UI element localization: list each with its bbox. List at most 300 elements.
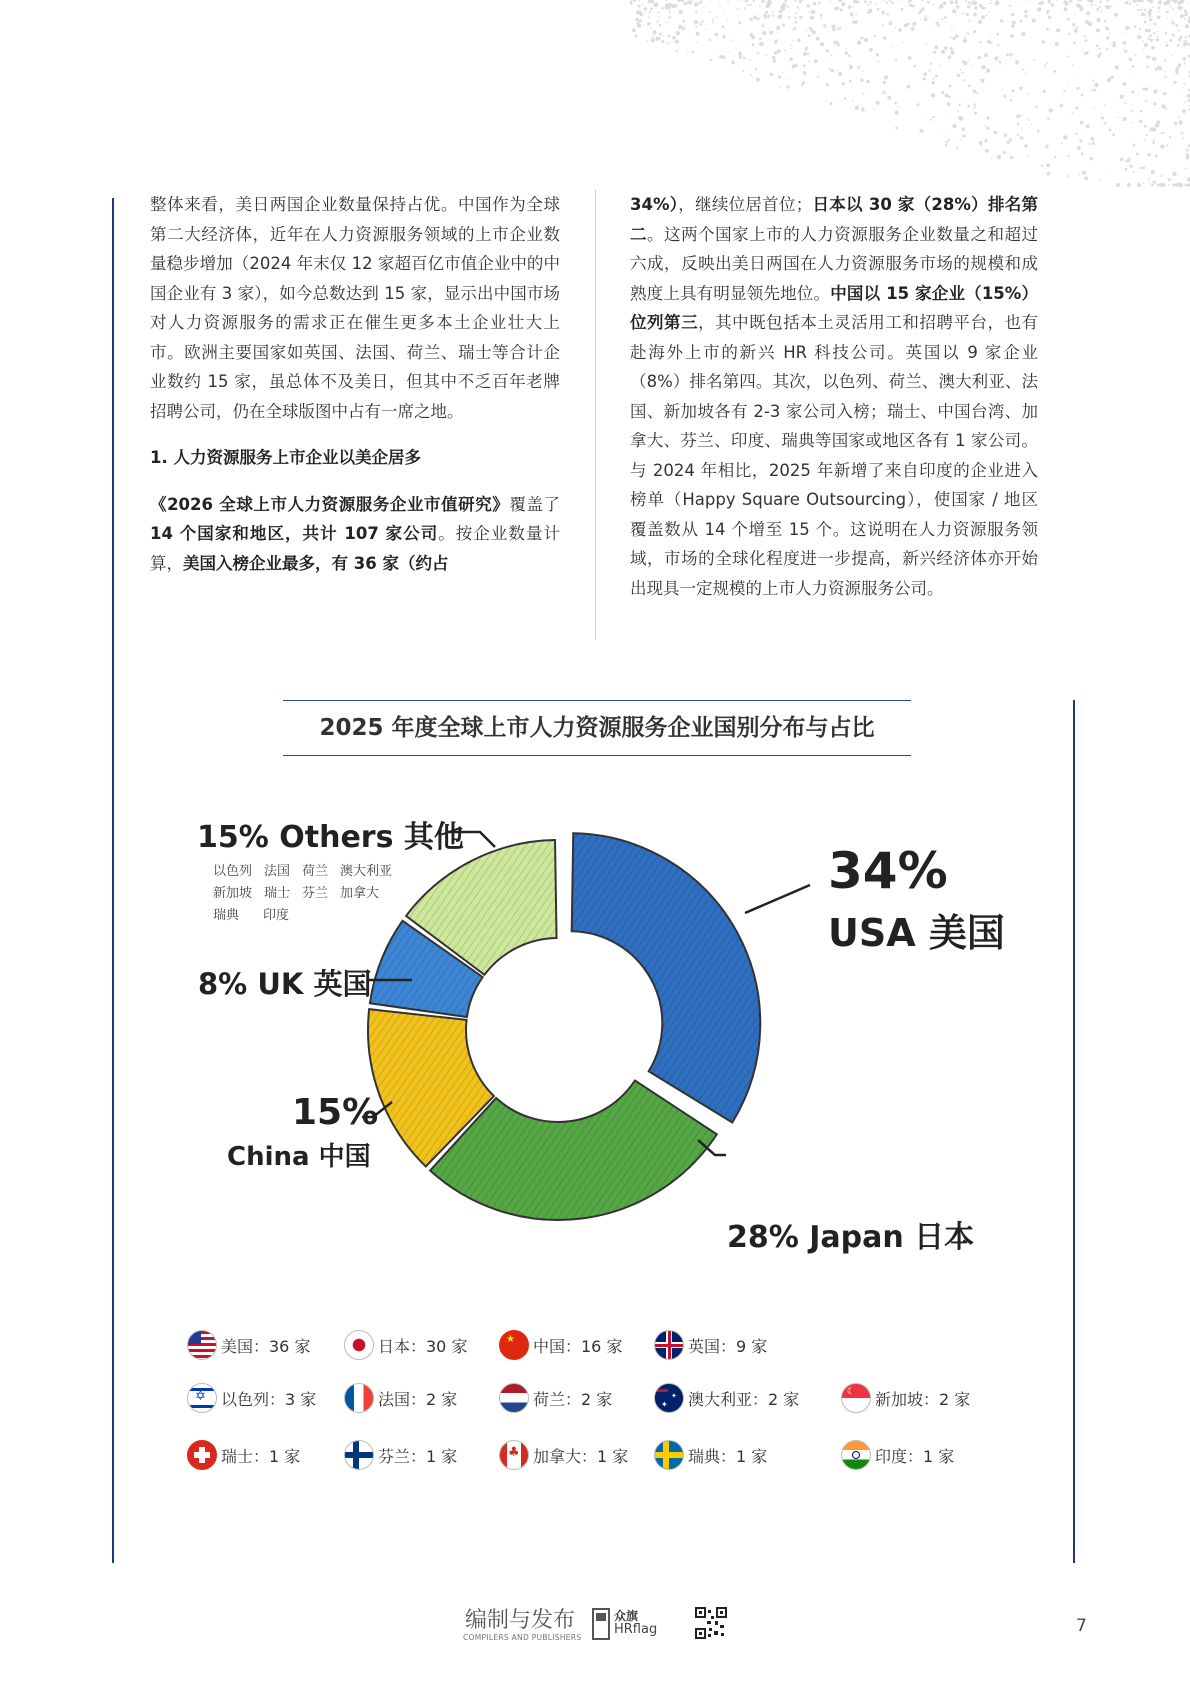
speckle-dot: [852, 6, 854, 8]
speckle-dot: [981, 15, 985, 19]
speckle-dot: [719, 55, 722, 58]
speckle-dot: [743, 57, 746, 60]
speckle-dot: [1151, 46, 1155, 50]
speckle-dot: [986, 117, 989, 120]
speckle-dot: [1172, 8, 1174, 10]
speckle-dot: [709, 11, 711, 13]
speckle-dot: [1166, 17, 1168, 19]
speckle-dot: [709, 39, 711, 41]
legend-item-nl: [499, 1383, 612, 1413]
text-span: 。这两个国家上市的人力资源服务企业数量之和超过六成，反映出美日两国在人力资源服务市场的规模和成熟度上具有明显领先地位。: [630, 224, 1039, 303]
speckle-dot: [671, 4, 675, 8]
speckle-dot: [990, 35, 991, 36]
speckle-dot: [1022, 4, 1023, 5]
ca-flag-icon: ♣: [499, 1440, 529, 1470]
speckle-dot: [958, 103, 961, 106]
speckle-dot: [987, 40, 991, 44]
chart-title-box: [283, 700, 911, 756]
speckle-dot: [755, 68, 757, 70]
speckle-dot: [688, 1, 691, 4]
speckle-dot: [1043, 90, 1046, 93]
speckle-dot: [852, 17, 853, 18]
speckle-dot: [876, 53, 879, 56]
speckle-dot: [735, 47, 737, 49]
speckle-dot: [776, 26, 780, 30]
speckle-dot: [639, 12, 643, 16]
speckle-dot: [1142, 167, 1145, 170]
speckle-dot: [1153, 102, 1156, 105]
speckle-dot: [994, 57, 998, 61]
speckle-dot: [820, 17, 821, 18]
speckle-dot: [778, 76, 781, 79]
speckle-dot: [1099, 6, 1101, 8]
speckle-dot: [985, 149, 989, 153]
speckle-dot: [790, 57, 793, 60]
speckle-dot: [1045, 145, 1049, 149]
speckle-dot: [1067, 18, 1070, 21]
speckle-dot: [1085, 39, 1088, 42]
speckle-dot: [794, 0, 796, 2]
speckle-dot: [1110, 173, 1111, 174]
speckle-dot: [1024, 10, 1027, 13]
speckle-dot: [769, 28, 770, 29]
speckle-dot: [1186, 149, 1189, 152]
speckle-dot: [1180, 184, 1182, 186]
speckle-dot: [1145, 87, 1148, 90]
speckle-dot: [1168, 184, 1170, 186]
legend-item-il: [187, 1383, 316, 1413]
speckle-dot: [791, 48, 793, 50]
speckle-dot: [1046, 62, 1048, 64]
speckle-dot: [1096, 28, 1100, 32]
speckle-dot: [841, 2, 845, 6]
speckle-dot: [999, 68, 1001, 70]
speckle-dot: [1186, 3, 1187, 4]
speckle-dot: [934, 46, 938, 50]
speckle-dot: [1160, 145, 1164, 149]
bold-span: 日本以 30 家（28%）排名第二: [630, 195, 1038, 244]
speckle-dot: [876, 101, 880, 105]
uk-flag-icon: [654, 1330, 684, 1360]
speckle-dot: [892, 47, 893, 48]
speckle-dot: [1079, 5, 1082, 8]
speckle-dot: [973, 30, 976, 33]
speckle-dot: [694, 20, 698, 24]
speckle-dot: [641, 4, 642, 5]
speckle-dot: [652, 0, 654, 2]
speckle-dot: [647, 22, 651, 26]
speckle-dot: [943, 2, 947, 6]
speckle-dot: [759, 43, 762, 46]
speckle-dot: [1019, 20, 1022, 23]
speckle-dot: [976, 92, 978, 94]
speckle-dot: [1046, 10, 1049, 13]
speckle-dot: [965, 0, 967, 2]
speckle-dot: [1140, 167, 1143, 170]
speckle-dot: [1174, 122, 1177, 125]
speckle-dot: [1171, 19, 1173, 21]
speckle-dot: [751, 19, 753, 21]
speckle-dot: [797, 7, 799, 9]
speckle-dot: [1155, 123, 1159, 127]
speckle-dot: [991, 157, 993, 159]
speckle-dot: [993, 131, 997, 135]
speckle-dot: [1004, 134, 1007, 137]
speckle-dot: [1153, 23, 1156, 26]
speckle-dot: [1179, 120, 1183, 124]
speckle-dot: [895, 127, 898, 130]
speckle-dot: [1186, 94, 1190, 98]
speckle-dot: [945, 144, 948, 147]
speckle-dot: [1120, 95, 1124, 99]
speckle-dot: [816, 37, 820, 41]
speckle-dot: [1127, 159, 1130, 162]
speckle-dot: [1149, 34, 1152, 37]
legend-label: 英国：9 家: [688, 1336, 768, 1356]
speckle-dot: [1100, 10, 1102, 12]
speckle-dot: [864, 38, 868, 42]
speckle-dot: [1116, 183, 1120, 187]
speckle-dot: [1004, 136, 1005, 137]
speckle-dot: [777, 50, 781, 54]
speckle-dot: [644, 7, 648, 11]
speckle-dot: [987, 127, 990, 130]
text-span: 覆盖了: [509, 494, 561, 514]
speckle-dot: [984, 53, 988, 57]
speckle-dot: [962, 134, 965, 137]
speckle-dot: [883, 0, 884, 1]
speckle-dot: [1093, 107, 1095, 109]
speckle-dot: [1185, 24, 1189, 28]
speckle-dot: [806, 29, 808, 31]
speckle-dot: [1054, 156, 1056, 158]
speckle-dot: [1104, 20, 1106, 22]
speckle-dot: [810, 29, 813, 32]
speckle-dot: [682, 20, 685, 23]
speckle-dot: [1035, 106, 1038, 109]
speckle-dot: [668, 16, 671, 19]
speckle-dot: [759, 5, 760, 6]
speckle-dot: [1137, 0, 1141, 2]
speckle-dot: [1176, 73, 1178, 75]
speckle-dot: [1131, 90, 1134, 93]
speckle-dot: [1007, 141, 1010, 144]
speckle-dot: [753, 0, 755, 2]
speckle-dot: [1143, 182, 1145, 184]
speckle-dot: [889, 21, 893, 25]
speckle-dot: [653, 30, 657, 34]
speckle-dot: [1123, 82, 1127, 86]
speckle-dot: [848, 54, 851, 57]
legend-item-se: [654, 1440, 767, 1470]
speckle-dot: [792, 65, 796, 69]
legend-item-au: [654, 1383, 799, 1413]
speckle-dot: [804, 48, 807, 51]
speckle-dot: [1105, 5, 1108, 8]
right-text-column: [630, 190, 1038, 620]
speckle-dot: [960, 69, 962, 71]
jp-flag-icon: [344, 1330, 374, 1360]
speckle-dot: [1185, 12, 1187, 14]
speckle-dot: [894, 102, 897, 105]
speckle-dot: [1072, 23, 1075, 26]
speckle-dot: [832, 28, 836, 32]
speckle-dot: [668, 35, 671, 38]
speckle-dot: [1152, 57, 1156, 61]
speckle-dot: [1037, 130, 1040, 133]
speckle-dot: [712, 19, 714, 21]
speckle-dot: [1137, 183, 1141, 187]
speckle-dot: [1111, 6, 1113, 8]
speckle-dot: [632, 0, 636, 2]
speckle-dot: [661, 7, 664, 10]
speckle-dot: [1140, 110, 1142, 112]
speckle-dot: [1184, 18, 1186, 20]
speckle-dot: [649, 11, 651, 13]
speckle-dot: [979, 41, 981, 43]
speckle-dot: [1142, 49, 1144, 51]
speckle-dot: [849, 65, 853, 69]
speckle-dot: [1169, 136, 1171, 138]
speckle-dot: [765, 54, 767, 56]
speckle-dot: [1097, 18, 1101, 22]
speckle-dot: [1042, 40, 1045, 43]
speckle-dot: [1147, 29, 1150, 32]
speckle-dot: [792, 40, 794, 42]
others-country: 以色列: [213, 864, 253, 879]
speckle-dot: [1104, 105, 1106, 107]
speckle-dot: [1142, 40, 1144, 42]
speckle-dot: [963, 72, 964, 73]
speckle-dot: [972, 0, 974, 1]
speckle-dot: [1037, 7, 1041, 11]
speckle-dot: [1165, 41, 1166, 42]
speckle-dot: [767, 15, 770, 18]
speckle-dot: [1157, 184, 1160, 187]
speckle-dot: [947, 102, 951, 106]
text-span: ，继续位居首位；: [678, 195, 813, 214]
paragraph-intro: 整体来看，美日两国企业数量保持占优。中国作为全球第二大经济体，近年在人力资源服务领域的上市企业数量稳步增加（2024 年末仅 12 家超百亿市值企业中的中国企业有 3 家），如今总数达到 15 家，显示出中国市场对人力资源服务的需求正在催生更多本土企业壮大上市。欧洲主要国家如英国、法国、荷兰、瑞士等合计企业数约 15 家，虽总体不及美日，但其中不乏百年老牌招聘公司，仍在全球版图中占有一席之地。: [150, 195, 560, 421]
speckle-dot: [1162, 183, 1166, 187]
speckle-dot: [817, 76, 819, 78]
speckle-texture: [630, 0, 1190, 190]
speckle-dot: [1139, 120, 1142, 123]
speckle-dot: [1146, 66, 1148, 68]
speckle-dot: [632, 28, 636, 32]
speckle-dot: [1091, 3, 1093, 5]
speckle-dot: [691, 51, 694, 54]
speckle-dot: [1057, 0, 1058, 1]
speckle-dot: [895, 27, 896, 28]
speckle-dot: [681, 0, 684, 2]
speckle-dot: [1046, 28, 1049, 31]
speckle-dot: [1080, 94, 1083, 97]
speckle-dot: [958, 116, 962, 120]
speckle-dot: [973, 1, 977, 5]
speckle-dot: [1009, 5, 1011, 7]
logo-en-text: HRflag: [614, 1622, 658, 1637]
speckle-dot: [1011, 13, 1014, 16]
speckle-dot: [986, 72, 987, 73]
speckle-dot: [949, 84, 952, 87]
speckle-dot: [950, 0, 954, 4]
speckle-dot: [659, 16, 660, 17]
fi-flag-icon: [344, 1440, 374, 1470]
speckle-dot: [833, 103, 834, 104]
others-country: 荷兰: [302, 864, 329, 879]
speckle-dot: [1078, 173, 1080, 175]
others-country: 瑞士: [264, 886, 291, 901]
speckle-dot: [1110, 44, 1111, 45]
speckle-dot: [1149, 9, 1153, 13]
speckle-dot: [867, 4, 869, 6]
speckle-dot: [1152, 6, 1154, 8]
speckle-dot: [1131, 110, 1133, 112]
speckle-dot: [1094, 90, 1096, 92]
speckle-dot: [988, 12, 989, 13]
speckle-dot: [1025, 73, 1027, 75]
speckle-dot: [732, 60, 735, 63]
speckle-dot: [1132, 65, 1135, 68]
speckle-dot: [1155, 67, 1158, 70]
speckle-dot: [795, 12, 797, 14]
speckle-dot: [749, 4, 751, 6]
speckle-dot: [1178, 63, 1182, 67]
speckle-dot: [1136, 152, 1139, 155]
speckle-dot: [1106, 36, 1109, 39]
speckle-dot: [884, 75, 888, 79]
speckle-dot: [948, 139, 950, 141]
speckle-dot: [1149, 15, 1151, 17]
speckle-dot: [803, 64, 806, 67]
speckle-dot: [947, 55, 951, 59]
speckle-dot: [944, 46, 948, 50]
speckle-dot: [939, 5, 943, 9]
speckle-dot: [1163, 2, 1167, 6]
speckle-dot: [767, 4, 771, 8]
speckle-dot: [1105, 122, 1107, 124]
speckle-dot: [986, 14, 988, 16]
speckle-dot: [1081, 152, 1084, 155]
speckle-dot: [1162, 132, 1164, 134]
speckle-dot: [782, 24, 785, 27]
speckle-dot: [699, 23, 702, 26]
others-label: 15% Others 其他: [197, 820, 464, 855]
speckle-dot: [956, 5, 960, 9]
speckle-dot: [886, 13, 889, 16]
speckle-dot: [945, 111, 946, 112]
speckle-dot: [710, 59, 712, 61]
speckle-dot: [956, 147, 958, 149]
speckle-dot: [860, 79, 864, 83]
speckle-dot: [818, 1, 821, 4]
speckle-dot: [1125, 26, 1129, 30]
speckle-dot: [887, 96, 891, 100]
speckle-dot: [962, 60, 965, 63]
speckle-dot: [1051, 3, 1054, 6]
speckle-dot: [928, 69, 930, 71]
speckle-dot: [1096, 8, 1099, 11]
speckle-dot: [967, 5, 970, 8]
speckle-dot: [950, 47, 954, 51]
speckle-dot: [807, 53, 809, 55]
speckle-dot: [960, 139, 962, 141]
speckle-dot: [1166, 144, 1168, 146]
speckle-dot: [825, 100, 827, 102]
speckle-dot: [1124, 50, 1127, 53]
page-footer: [0, 1603, 1190, 1663]
speckle-dot: [1157, 31, 1158, 32]
speckle-dot: [856, 0, 859, 3]
speckle-dot: [1172, 34, 1175, 37]
speckle-dot: [904, 24, 908, 28]
speckle-dot: [875, 3, 877, 5]
speckle-dot: [974, 6, 978, 10]
speckle-dot: [1048, 16, 1052, 20]
speckle-dot: [963, 40, 966, 43]
footer-compiler-cn: 编制与发布: [465, 1608, 576, 1633]
speckle-dot: [1020, 136, 1024, 140]
speckle-dot: [1181, 132, 1183, 134]
speckle-dot: [761, 25, 764, 28]
speckle-dot: [722, 25, 725, 28]
speckle-dot: [698, 2, 701, 5]
speckle-dot: [902, 42, 904, 44]
speckle-dot: [659, 24, 662, 27]
speckle-dot: [1183, 83, 1185, 85]
speckle-dot: [793, 27, 796, 30]
speckle-dot: [951, 51, 955, 55]
speckle-dot: [978, 56, 981, 59]
speckle-dot: [1173, 81, 1176, 84]
speckle-dot: [1091, 137, 1095, 141]
speckle-dot: [1164, 76, 1166, 78]
speckle-dot: [757, 17, 760, 20]
speckle-dot: [1135, 54, 1137, 56]
speckle-dot: [1107, 28, 1109, 30]
speckle-dot: [1179, 117, 1181, 119]
speckle-dot: [1015, 60, 1019, 64]
speckle-dot: [932, 81, 935, 84]
speckle-dot: [1153, 32, 1156, 35]
speckle-dot: [1075, 133, 1078, 136]
speckle-dot: [855, 106, 859, 110]
speckle-dot: [826, 49, 829, 52]
speckle-dot: [1100, 179, 1102, 181]
speckle-dot: [716, 17, 717, 18]
speckle-dot: [1156, 36, 1158, 38]
speckle-dot: [936, 22, 939, 25]
speckle-dot: [913, 65, 916, 68]
speckle-dot: [1164, 59, 1166, 61]
speckle-dot: [1092, 79, 1094, 81]
speckle-dot: [1086, 11, 1090, 15]
speckle-dot: [838, 72, 842, 76]
fr-flag-icon: [344, 1383, 374, 1413]
speckle-dot: [1175, 184, 1177, 186]
speckle-dot: [921, 7, 925, 11]
speckle-dot: [869, 1, 872, 4]
speckle-dot: [1169, 39, 1172, 42]
speckle-dot: [867, 11, 870, 14]
speckle-dot: [850, 12, 854, 16]
speckle-dot: [955, 1, 958, 4]
speckle-dot: [678, 28, 679, 29]
speckle-dot: [1063, 90, 1065, 92]
speckle-dot: [675, 40, 679, 44]
speckle-dot: [934, 23, 936, 25]
speckle-dot: [1184, 102, 1186, 104]
